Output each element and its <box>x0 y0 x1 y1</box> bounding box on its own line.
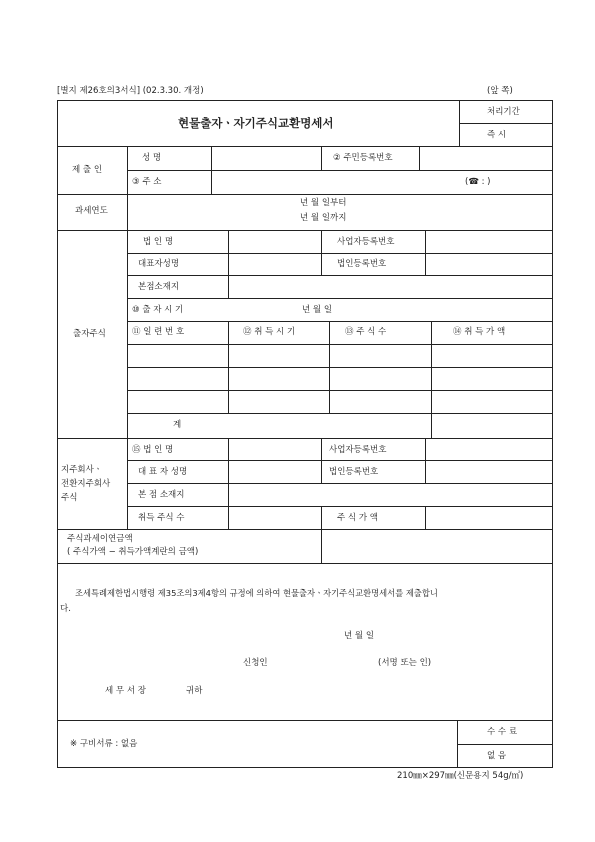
addressee: 세 무 서 장 <box>105 686 146 696</box>
statement-body: 조세특례제한법시행령 제35조의3제4항의 규정에 의하여 현물출자ㆍ자기주식교환명세서를 제출합니 <box>75 588 438 598</box>
holding-biz-no-label: 사업자등록번호 <box>329 445 387 455</box>
name-field[interactable] <box>212 147 320 169</box>
holding-corp-reg-label: 법인등록번호 <box>329 467 379 477</box>
col-serial-header: ⑪ 일 련 번 호 <box>132 327 185 337</box>
acquired-shares-label: 취득 주식 수 <box>138 513 185 523</box>
total-label: 계 <box>173 420 182 430</box>
rrn-field[interactable] <box>420 147 551 169</box>
col-shares-header: ⑬ 주 식 수 <box>345 327 387 337</box>
biz-no-label: 사업자등록번호 <box>337 237 395 247</box>
holding-ceo-label: 대 표 자 성명 <box>138 467 188 477</box>
statement-body-end: 다. <box>60 604 71 614</box>
processing-period-label: 처리기간 <box>487 107 520 117</box>
investment-timing-value[interactable]: 년 월 일 <box>302 305 333 315</box>
investment-section-label: 출자주식 <box>73 329 106 339</box>
corp-name-label: 법 인 명 <box>143 237 174 247</box>
address-field[interactable] <box>212 171 462 193</box>
corp-reg-label: 법인등록번호 <box>337 259 387 269</box>
col-acq-price-header: ⑭ 취 득 가 액 <box>453 327 506 337</box>
signature-label: (서명 또는 인) <box>378 658 432 668</box>
holding-hq-label: 본 점 소재지 <box>138 490 185 500</box>
share-price-label: 주 식 가 액 <box>337 513 378 523</box>
fee-value: 없 음 <box>487 751 507 761</box>
form-reference: [별지 제26호의3서식] (02.3.30. 개정) <box>57 86 204 96</box>
address-label: ③ 주 소 <box>132 177 162 187</box>
deferral-formula: ( 주식가액 − 취득가액계란의 금액) <box>67 547 199 557</box>
col-acq-time-header: ⑫ 취 득 시 기 <box>243 327 296 337</box>
honorific: 귀하 <box>186 686 203 696</box>
paper-spec: 210㎜×297㎜(신문용지 54g/㎡) <box>397 771 524 781</box>
page-side-label: (앞 쪽) <box>487 86 513 96</box>
application-date[interactable]: 년 월 일 <box>344 631 375 641</box>
form-title: 현물출자ㆍ자기주식교환명세서 <box>178 116 334 130</box>
hq-address-label: 본점소재지 <box>138 282 180 292</box>
investment-timing-label: ⑩ 출 자 시 기 <box>132 305 184 315</box>
attachments-note: ※ 구비서류 : 없음 <box>70 739 138 749</box>
applicant-label: 신청인 <box>243 658 268 668</box>
processing-period-value: 즉 시 <box>487 130 507 140</box>
holding-section-label-2: 전환지주회사 <box>61 479 111 489</box>
tax-year-from[interactable]: 년 월 일부터 <box>300 198 347 208</box>
fee-label: 수 수 료 <box>487 727 518 737</box>
rrn-label: ② 주민등록번호 <box>333 153 393 163</box>
deferral-label: 주식과세이연금액 <box>67 534 133 544</box>
holding-section-label-1: 지주회사ㆍ <box>61 465 103 475</box>
tax-year-to[interactable]: 년 월 일까지 <box>300 213 347 223</box>
submitter-section-label: 제 출 인 <box>72 165 103 175</box>
phone-field[interactable]: (☎ : ) <box>465 177 491 187</box>
ceo-name-label: 대표자성명 <box>138 259 180 269</box>
holding-corp-name-label: ⑮ 법 인 명 <box>132 445 174 455</box>
tax-year-label: 과세연도 <box>75 206 108 216</box>
holding-section-label-3: 주식 <box>61 493 78 503</box>
name-label: 성 명 <box>142 153 162 163</box>
